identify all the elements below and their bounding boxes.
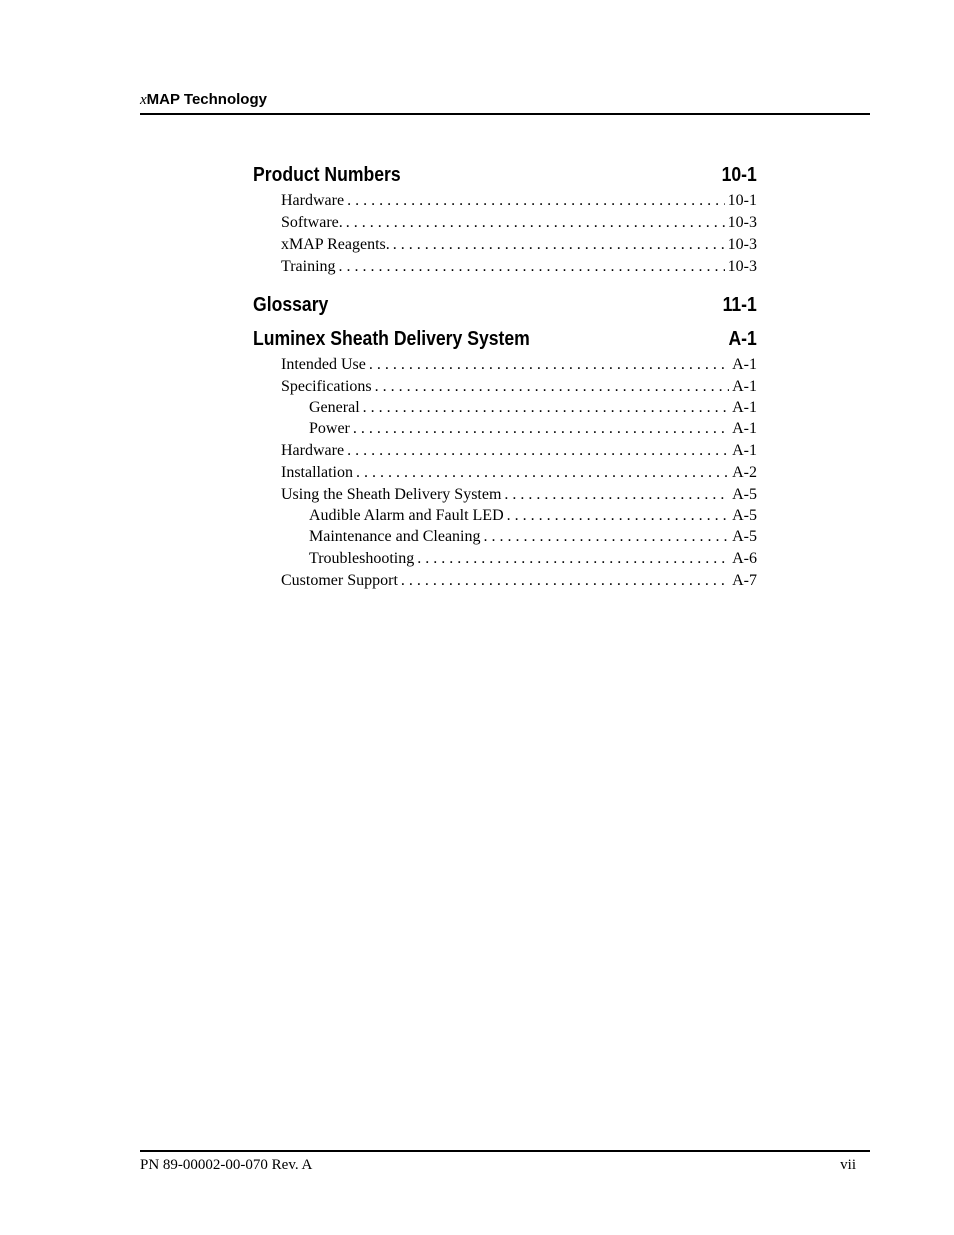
section-spacer	[253, 278, 757, 286]
dot-leader	[347, 440, 729, 462]
dot-leader	[369, 354, 729, 376]
toc-entry[interactable]	[281, 212, 757, 234]
toc-entry-label: Power	[309, 420, 350, 437]
toc-entry-label: Hardware	[281, 192, 345, 209]
toc-section-page: 10-1	[721, 164, 757, 186]
toc-entry[interactable]	[309, 506, 757, 526]
dot-leader	[353, 418, 729, 440]
toc-entry[interactable]	[281, 570, 757, 592]
toc-entry[interactable]	[309, 418, 757, 440]
toc-entry-label: Hardware	[281, 442, 345, 459]
toc-section-title: Luminex Sheath Delivery System	[253, 328, 530, 350]
footer-page-number: vii	[840, 1157, 856, 1173]
toc-entry-page: A-5	[732, 486, 757, 503]
section-spacer	[253, 592, 757, 600]
dot-leader	[417, 548, 729, 570]
toc-entry-label: Software.	[281, 214, 343, 231]
toc-entry-label: Using the Sheath Delivery System	[281, 486, 502, 503]
dot-leader	[401, 570, 729, 592]
toc-entry[interactable]	[281, 354, 757, 376]
toc-entry-page: 10-3	[727, 236, 757, 253]
dot-leader	[504, 484, 729, 506]
toc-entry-label: Training	[281, 258, 336, 275]
toc-entry-page: A-6	[732, 550, 757, 567]
toc-section-title: Glossary	[253, 294, 329, 316]
toc-entry-page: 10-3	[727, 258, 757, 275]
dot-leader	[346, 212, 725, 234]
header-title-prefix: x	[140, 92, 147, 108]
toc-section-heading[interactable]	[253, 290, 757, 320]
toc-section-page: 11-1	[722, 294, 757, 316]
running-footer	[140, 1150, 870, 1174]
toc-entry[interactable]	[309, 526, 757, 548]
toc-entry-page: 10-3	[727, 214, 757, 231]
toc-entry-page: A-5	[732, 507, 757, 524]
dot-leader	[484, 526, 730, 548]
toc-entry-page: A-5	[732, 528, 757, 545]
toc-section-heading[interactable]	[253, 160, 757, 190]
toc-entry-page: A-2	[732, 464, 757, 481]
dot-leader	[339, 256, 725, 278]
toc-entry-label: Audible Alarm and Fault LED	[309, 507, 504, 524]
toc-entry-page: A-1	[732, 442, 757, 459]
running-header	[140, 90, 870, 115]
dot-leader	[363, 398, 729, 418]
toc-entry-page: A-1	[732, 378, 757, 395]
header-title	[140, 90, 870, 110]
toc-entry-page: A-1	[732, 399, 757, 416]
dot-leader	[356, 462, 729, 484]
toc-entry-label: xMAP Reagents.	[281, 236, 390, 253]
header-title-main: MAP Technology	[146, 91, 267, 108]
toc-entry[interactable]	[281, 440, 757, 462]
toc-entry-page: A-7	[732, 572, 757, 589]
toc-entry-label: Installation	[281, 464, 353, 481]
toc-entry-label: Troubleshooting	[309, 550, 415, 567]
table-of-contents	[253, 160, 757, 600]
toc-entry[interactable]	[281, 256, 757, 278]
toc-entry-label: Maintenance and Cleaning	[309, 528, 481, 545]
toc-entry[interactable]	[309, 548, 757, 570]
toc-entry-page: 10-1	[727, 192, 757, 209]
toc-entry-label: Specifications	[281, 378, 372, 395]
footer-part-number: PN 89-00002-00-070 Rev. A	[140, 1157, 313, 1173]
toc-section-page: A-1	[728, 328, 757, 350]
toc-entry[interactable]	[309, 398, 757, 418]
toc-entry[interactable]	[281, 484, 757, 506]
toc-entry[interactable]	[281, 190, 757, 212]
toc-section-title: Product Numbers	[253, 164, 401, 186]
toc-entry[interactable]	[281, 462, 757, 484]
dot-leader	[375, 376, 729, 398]
toc-entry-label: Customer Support	[281, 572, 398, 589]
toc-entry[interactable]	[281, 376, 757, 398]
dot-leader	[347, 190, 725, 212]
toc-entry-page: A-1	[732, 420, 757, 437]
dot-leader	[507, 506, 729, 526]
toc-entry-label: Intended Use	[281, 356, 366, 373]
toc-entry-label: General	[309, 399, 360, 416]
toc-entry[interactable]	[281, 234, 757, 256]
dot-leader	[393, 234, 725, 256]
toc-entry-page: A-1	[732, 356, 757, 373]
toc-section-heading[interactable]	[253, 324, 757, 354]
